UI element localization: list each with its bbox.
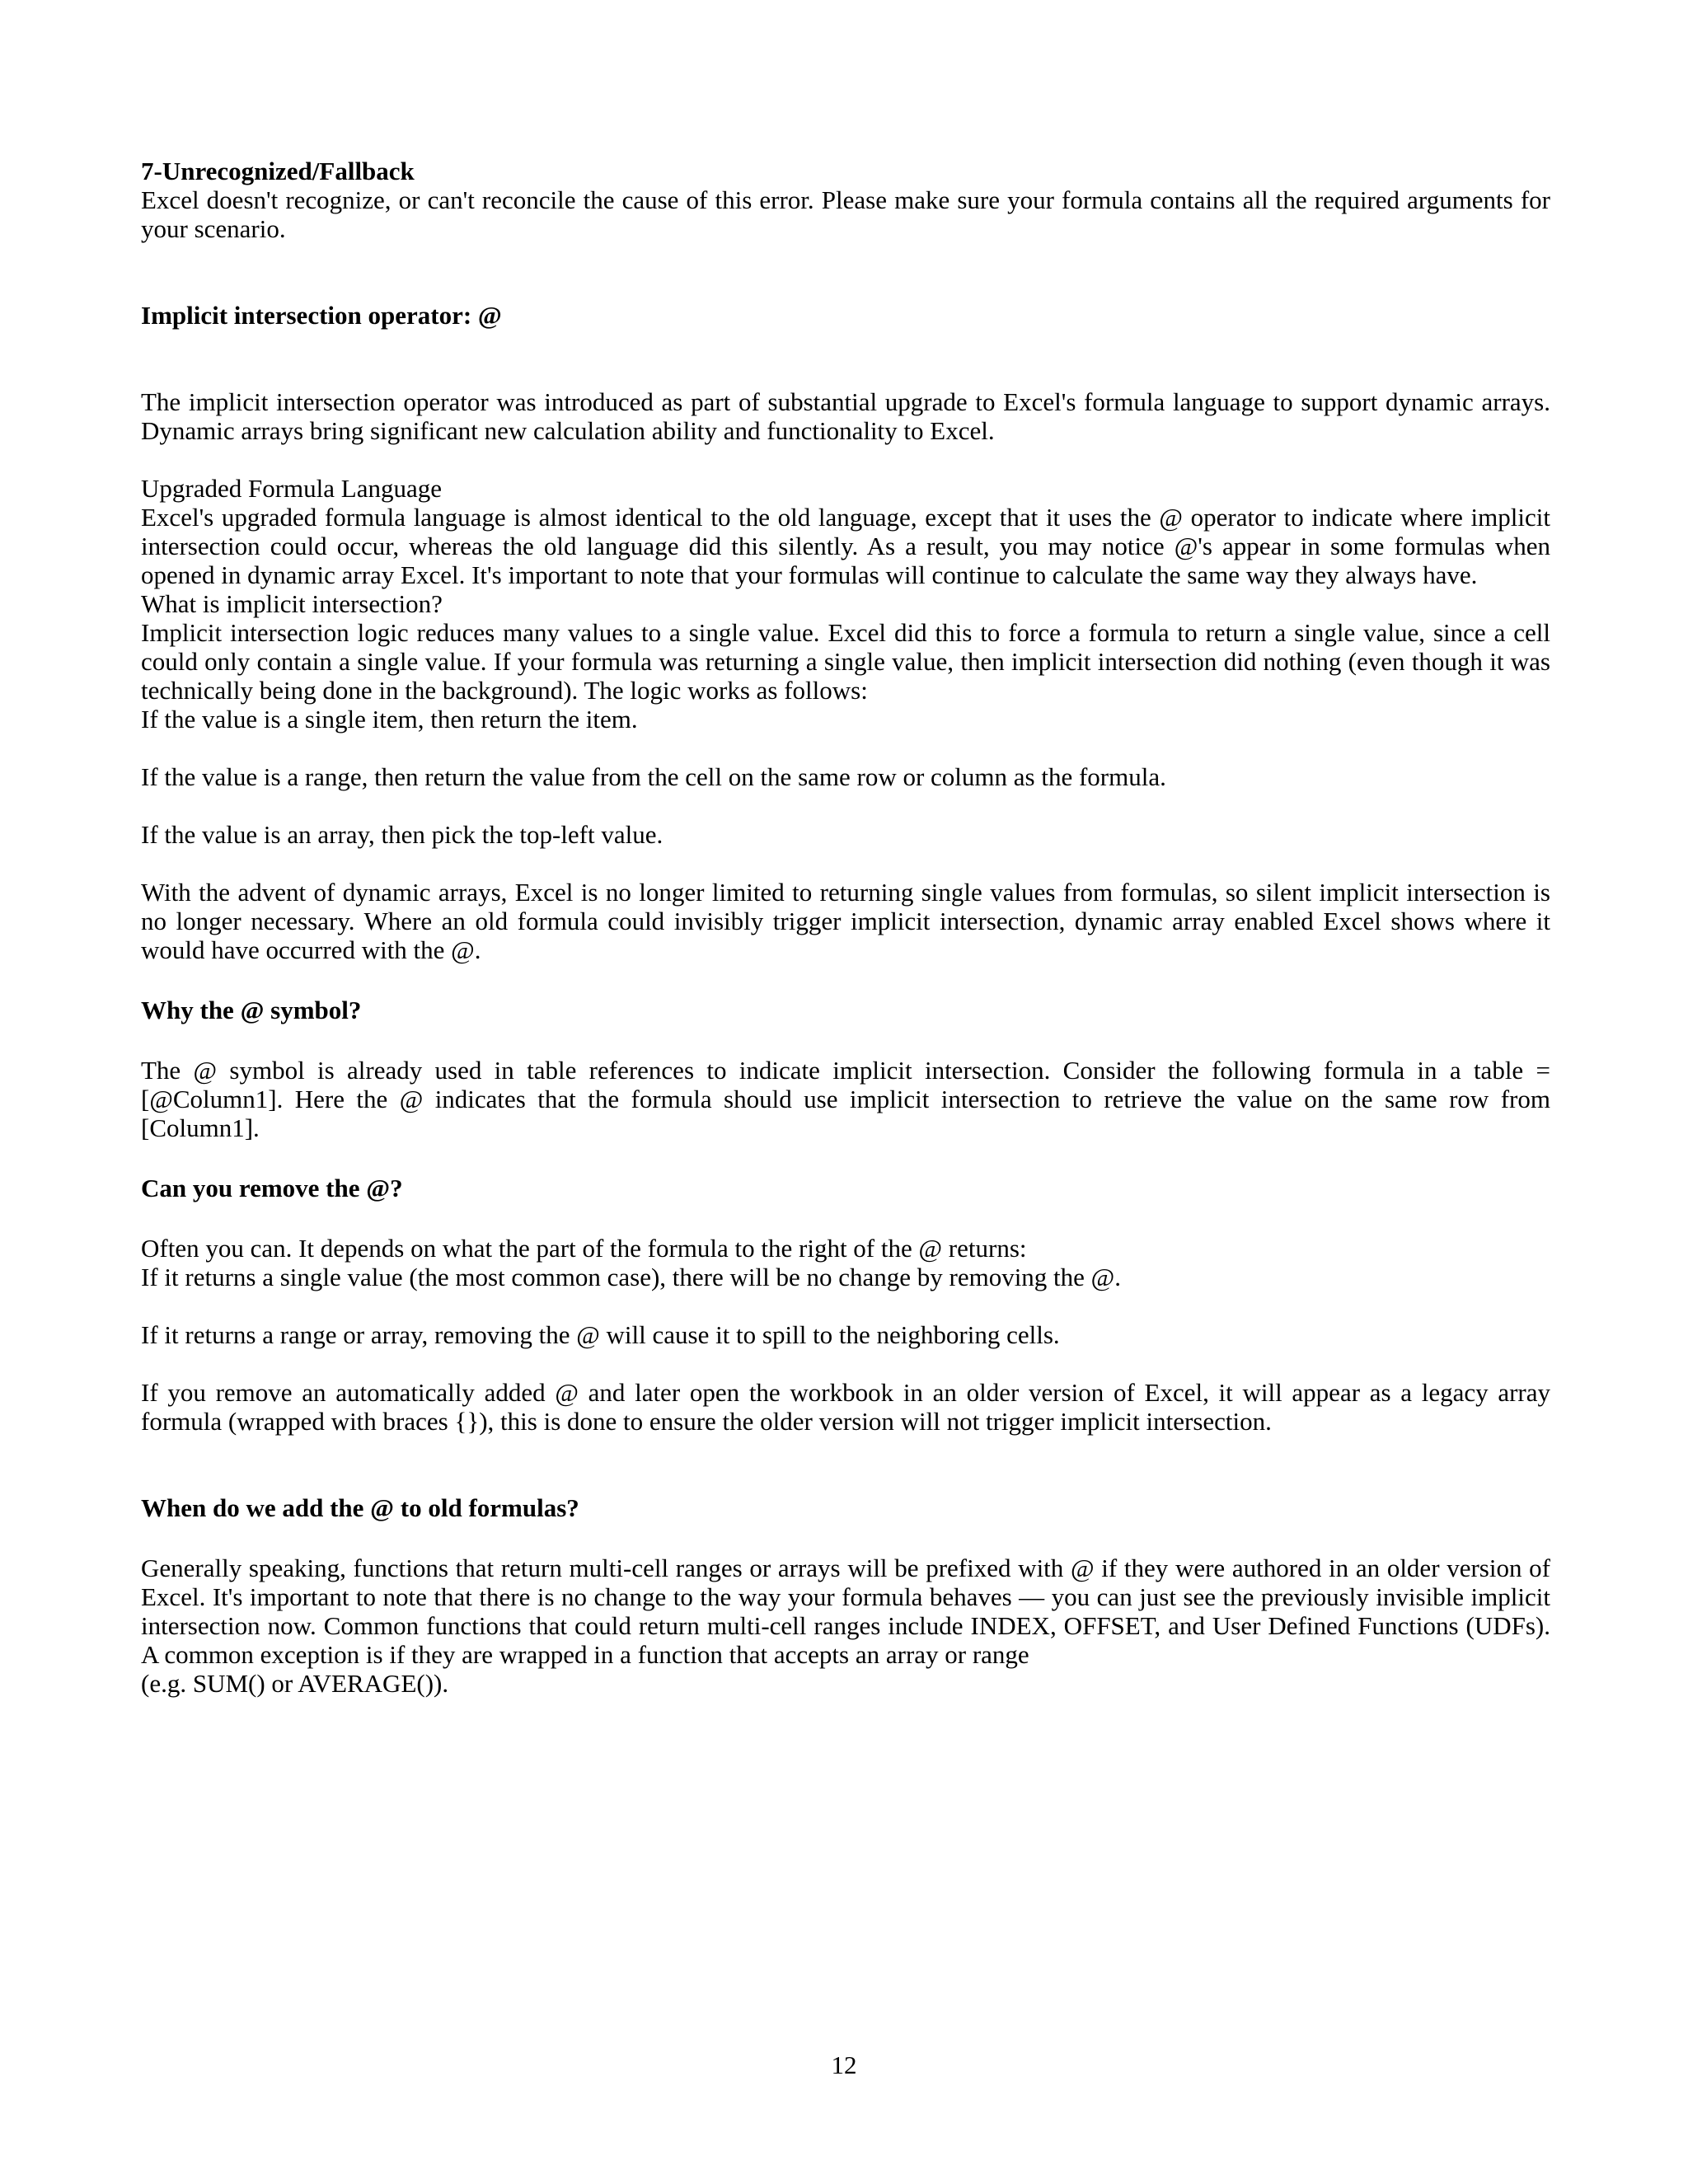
paragraph-upgraded-formula-language: Excel's upgraded formula language is almost identical to the old language, except that it uses the @ operator to indicate where implicit intersection could occur, whereas the old language did this silently. As a result, you may notice @'s appear in some formulas when opened in dynamic array Excel. It's important to note that your formulas will continue to calculate the same way they always have.: [141, 503, 1550, 589]
subheading-what-is-implicit-intersection: What is implicit intersection?: [141, 589, 443, 618]
paragraph-why-at-symbol: The @ symbol is already used in table references to indicate implicit intersection. Consider the following formula in a table =[@Column1]. Here the @ indicates that the formula should use implicit intersection to retrieve the value on the same row from [Column1].: [141, 1056, 1550, 1142]
logic-rule-single-item: If the value is a single item, then return the item.: [141, 705, 638, 733]
paragraph-implicit-intro: The implicit intersection operator was introduced as part of substantial upgrade to Excel's formula language to support dynamic arrays. Dynamic arrays bring significant new calculation ability and functionality to Excel.: [141, 387, 1550, 445]
paragraph-when-add-at-end: (e.g. SUM() or AVERAGE()).: [141, 1669, 449, 1698]
paragraph-unrecognized: Excel doesn't recognize, or can't reconcile the cause of this error. Please make sure your formula contains all the required arguments for your scenario.: [141, 185, 1550, 243]
paragraph-remove-single-value: If it returns a single value (the most common case), there will be no change by removing the @.: [141, 1263, 1121, 1291]
logic-rule-array: If the value is an array, then pick the top-left value.: [141, 820, 663, 849]
section-heading-unrecognized: 7-Unrecognized/Fallback: [141, 157, 415, 185]
paragraph-what-is-implicit-intersection: Implicit intersection logic reduces many values to a single value. Excel did this to force a formula to return a single value, since a cell could only contain a single value. If your formula was returning a single value, then implicit intersection did nothing (even though it was technically being done in the background). The logic works as follows:: [141, 618, 1550, 705]
paragraph-remove-intro: Often you can. It depends on what the part of the formula to the right of the @ returns:: [141, 1234, 1027, 1263]
paragraph-when-add-at: Generally speaking, functions that return multi-cell ranges or arrays will be prefixed with @ if they were authored in an older version of Excel. It's important to note that there is no change to the way your formula behaves — you can just see the previously invisible implicit intersection now. Common functions that could return multi-cell ranges include INDEX, OFFSET, and User Defined Functions (UDFs). A common exception is if they are wrapped in a function that accepts an array or range: [141, 1554, 1550, 1669]
document-page: [141, 157, 1550, 1698]
subheading-upgraded-formula-language: Upgraded Formula Language: [141, 474, 442, 503]
section-heading-remove-at: Can you remove the @?: [141, 1174, 403, 1202]
page-number: 12: [831, 2050, 857, 2079]
section-heading-why-at-symbol: Why the @ symbol?: [141, 996, 362, 1024]
paragraph-remove-legacy: If you remove an automatically added @ and later open the workbook in an older version of Excel, it will appear as a legacy array formula (wrapped with braces {}), this is done to ensure the older version will not trigger implicit intersection.: [141, 1378, 1550, 1436]
paragraph-dynamic-arrays-advent: With the advent of dynamic arrays, Excel is no longer limited to returning single values from formulas, so silent implicit intersection is no longer necessary. Where an old formula could invisibly trigger implicit intersection, dynamic array enabled Excel shows where it would have occurred with the @.: [141, 878, 1550, 964]
section-heading-when-add-at: When do we add the @ to old formulas?: [141, 1493, 579, 1522]
paragraph-remove-range-array: If it returns a range or array, removing the @ will cause it to spill to the neighboring cells.: [141, 1320, 1060, 1349]
section-heading-implicit-intersection: Implicit intersection operator: @: [141, 301, 502, 330]
logic-rule-range: If the value is a range, then return the value from the cell on the same row or column as the formula.: [141, 762, 1166, 791]
